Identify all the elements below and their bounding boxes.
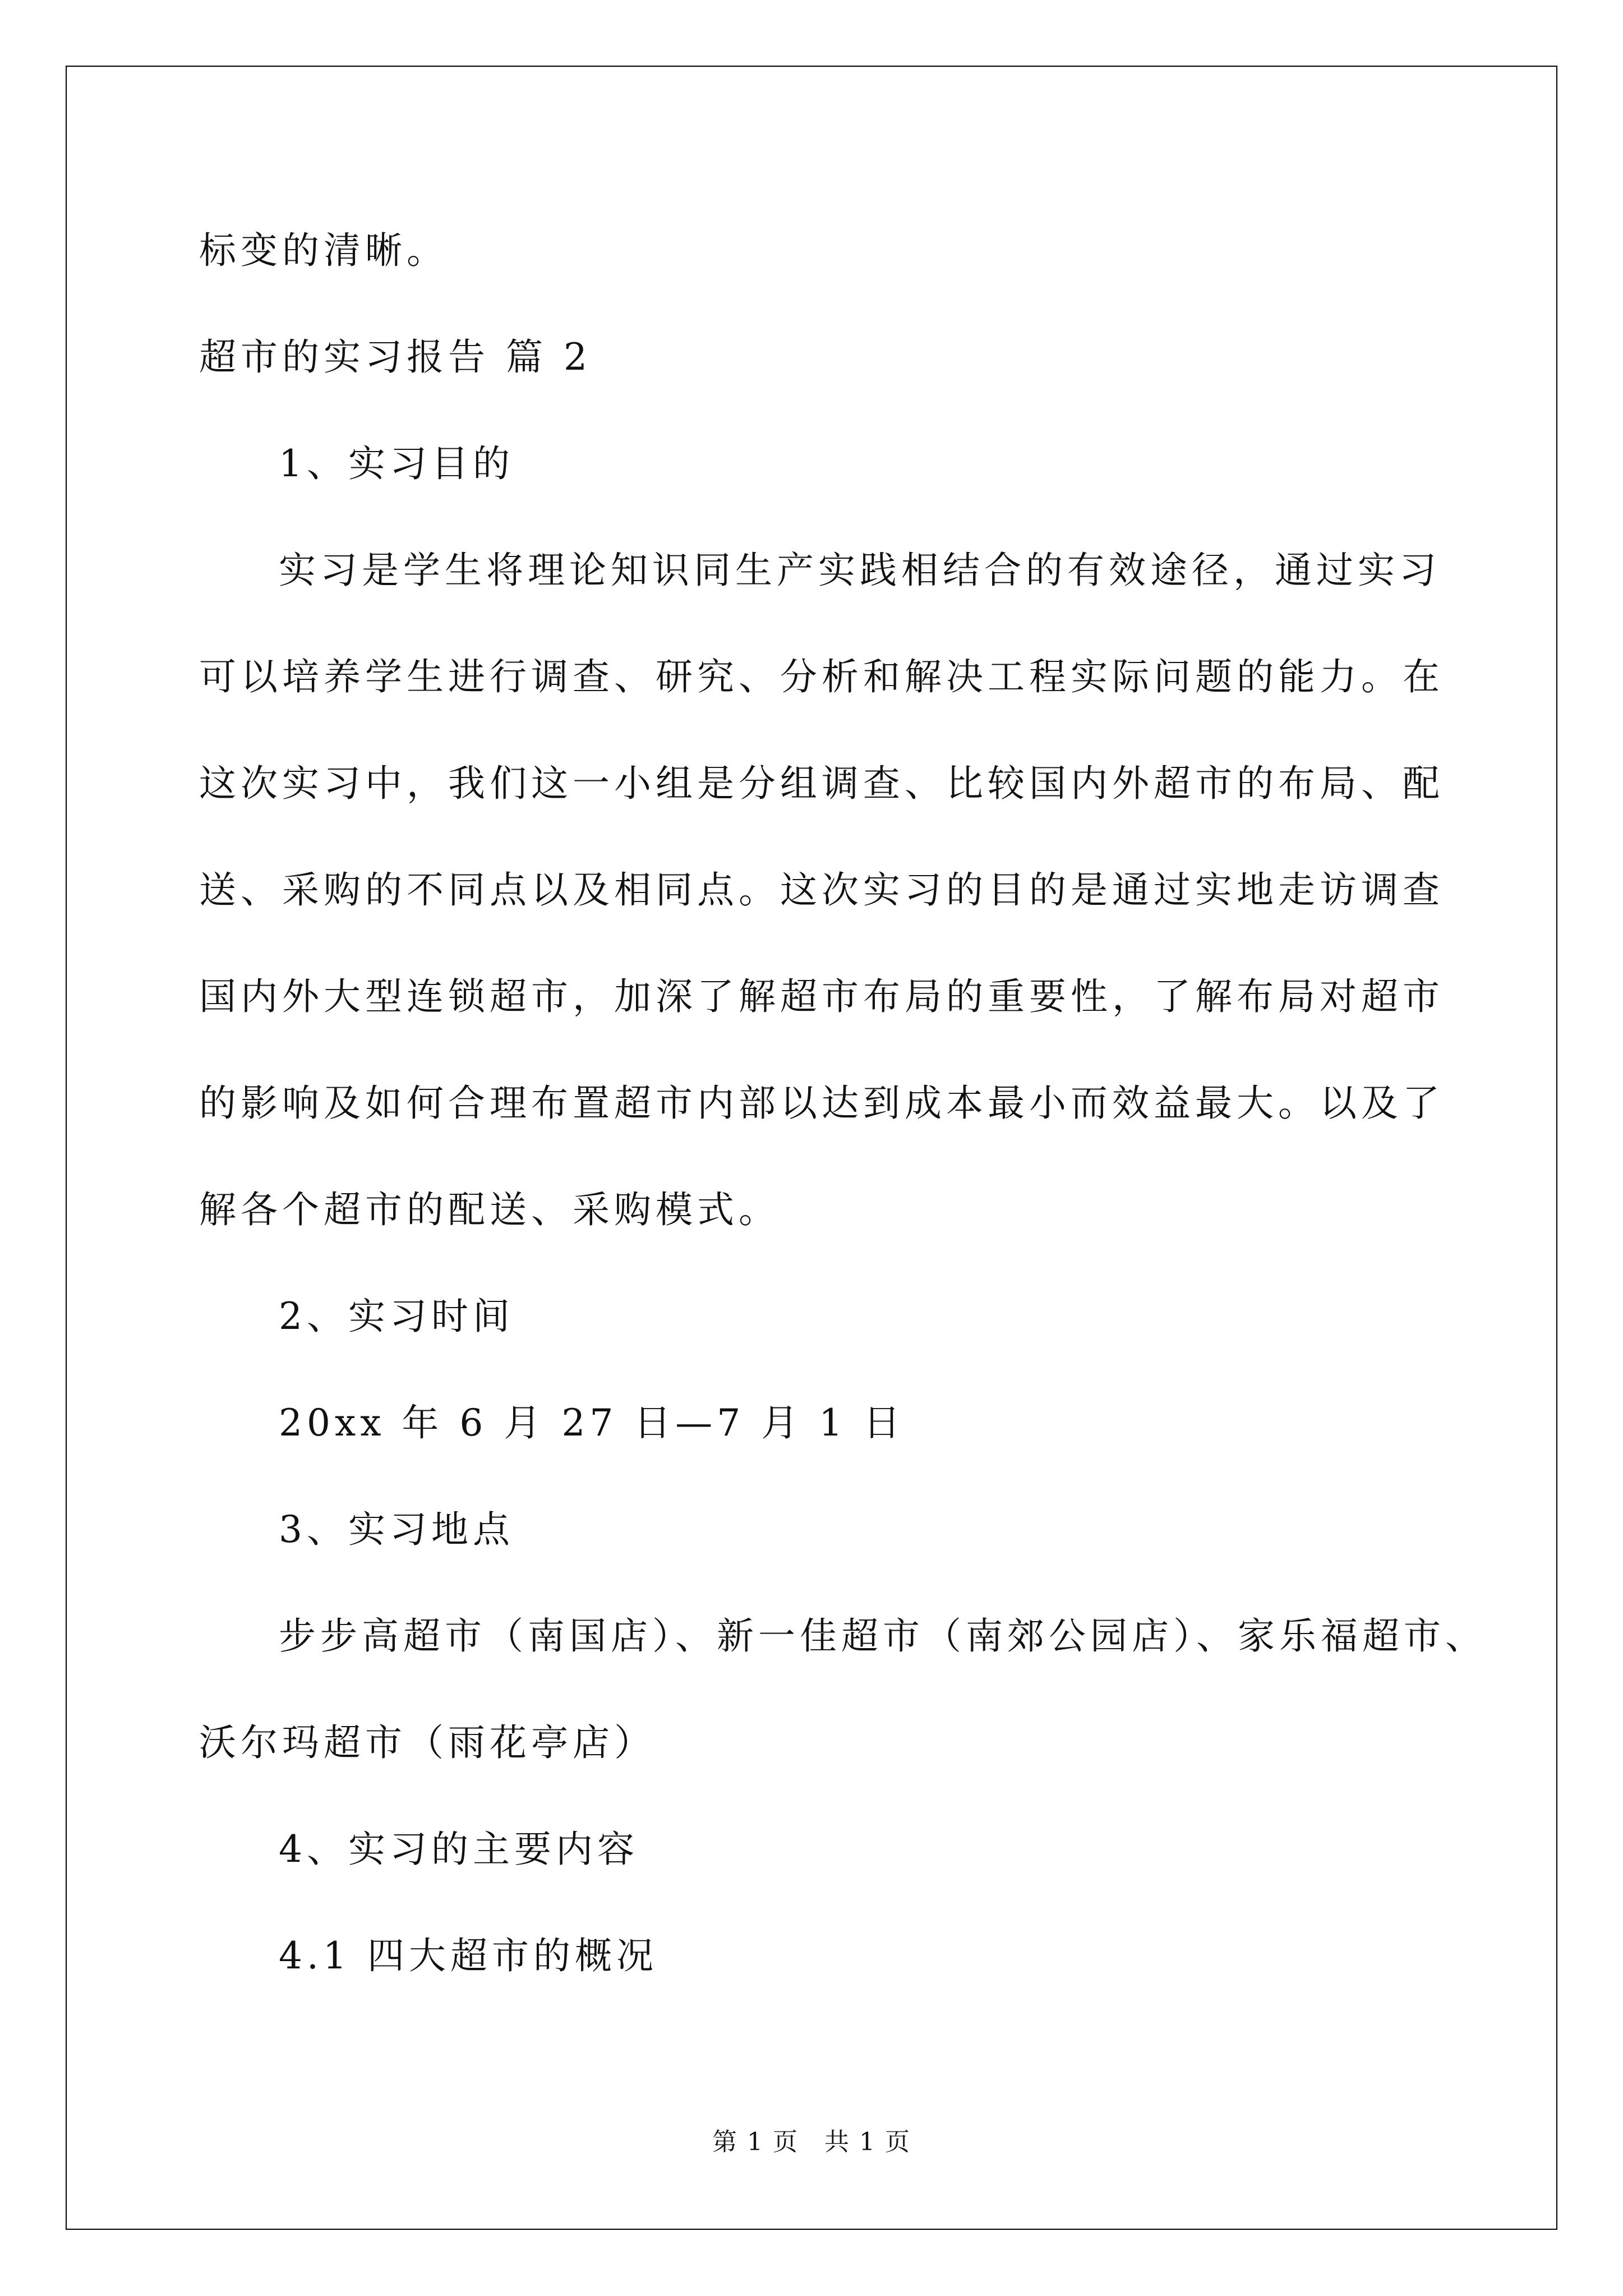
paragraph-line: 可以培养学生进行调查、研究、分析和解决工程实际问题的能力。在	[199, 655, 1444, 698]
paragraph-line: 步步高超市（南国店）、新一佳超市（南郊公园店）、家乐福超市、	[279, 1614, 1487, 1658]
section-heading: 超市的实习报告 篇 2	[199, 335, 592, 379]
subheading-time: 2、实习时间	[279, 1295, 514, 1338]
paragraph-line: 这次实习中，我们这一小组是分组调查、比较国内外超市的布局、配	[199, 762, 1444, 805]
paragraph-line: 实习是学生将理论知识同生产实践相结合的有效途径，通过实习	[279, 549, 1441, 592]
paragraph-line: 沃尔玛超市（雨花亭店）	[199, 1721, 656, 1764]
paragraph-line: 解各个超市的配送、采购模式。	[199, 1188, 780, 1231]
page-number-footer: 第 1 页 共 1 页	[712, 2128, 911, 2156]
subheading-location: 3、实习地点	[279, 1508, 514, 1551]
paragraph-line: 的影响及如何合理布置超市内部以达到成本最小而效益最大。以及了	[199, 1082, 1444, 1125]
subheading-overview: 4.1 四大超市的概况	[279, 1934, 658, 1977]
paragraph-line: 送、采购的不同点以及相同点。这次实习的目的是通过实地走访调查	[199, 868, 1444, 912]
paragraph-line: 20xx 年 6 月 27 日—7 月 1 日	[279, 1401, 905, 1444]
paragraph-line: 国内外大型连锁超市，加深了解超市布局的重要性，了解布局对超市	[199, 975, 1444, 1018]
subheading-purpose: 1、实习目的	[279, 442, 514, 485]
subheading-content: 4、实习的主要内容	[279, 1828, 639, 1871]
page-border	[66, 66, 1557, 2230]
paragraph-line: 标变的清晰。	[199, 229, 448, 272]
